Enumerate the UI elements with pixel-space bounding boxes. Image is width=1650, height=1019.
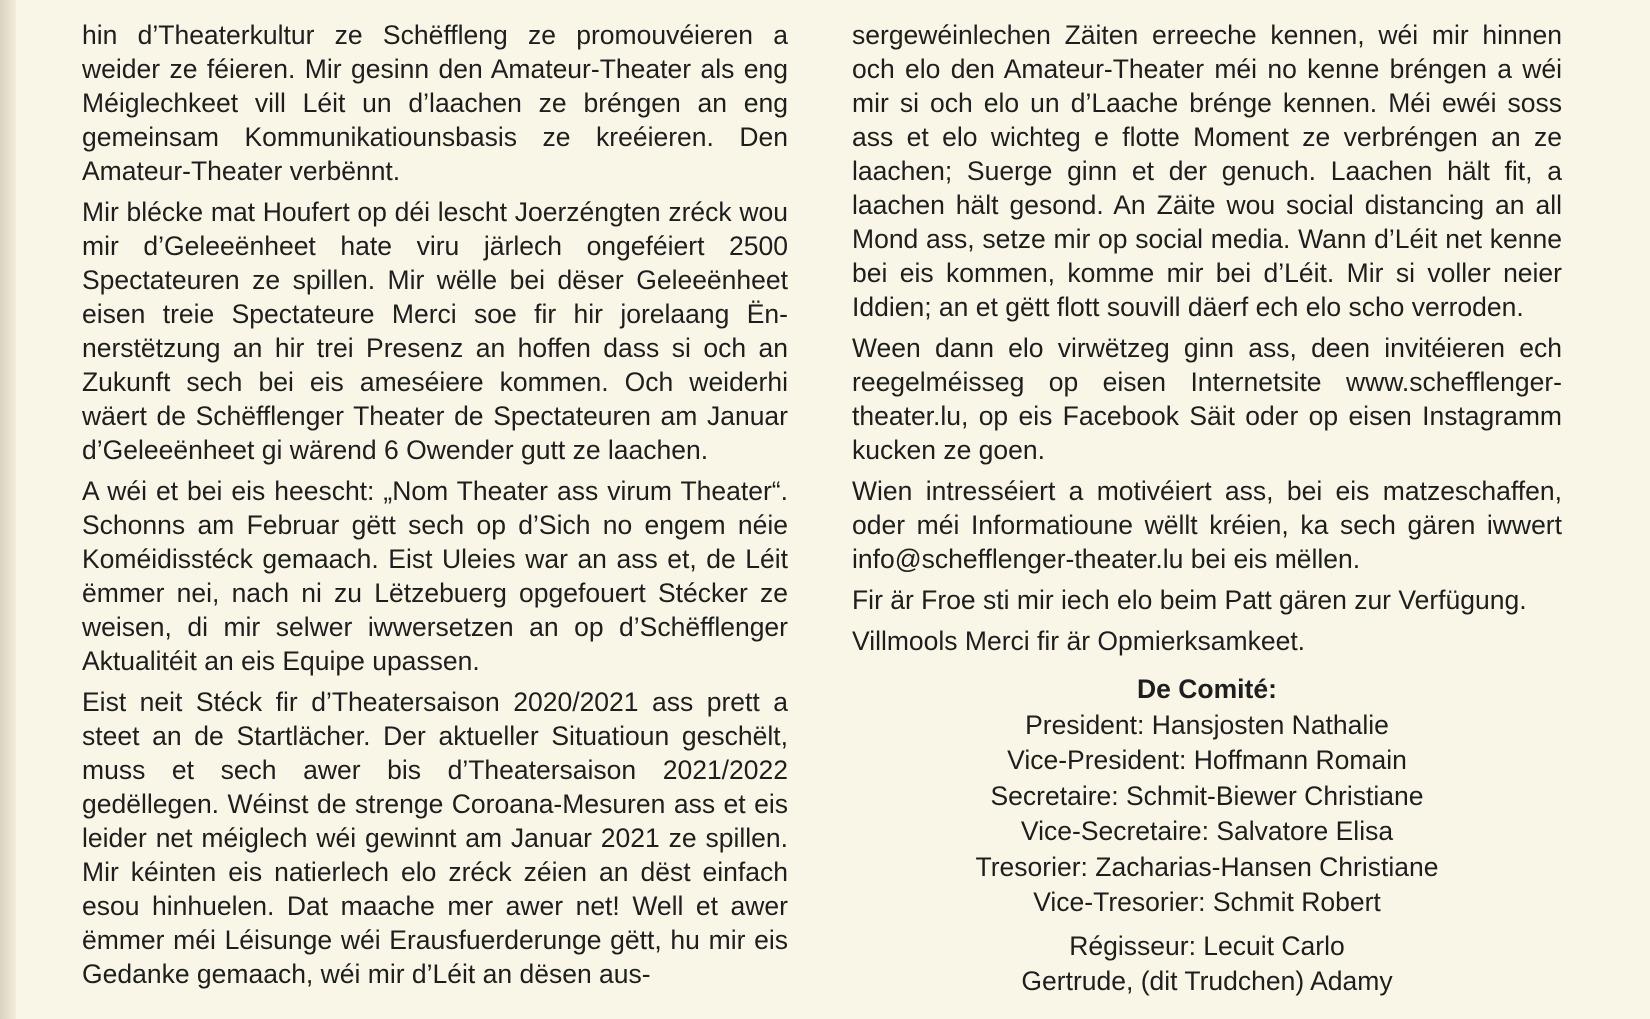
comite-member: Secretaire: Schmit-Biewer Christiane	[990, 780, 1424, 811]
paragraph: Eist neit Stéck fir d’Theatersaison 2020/2021 ass prett a steet an de Startlächer. Der aktueller Situatioun geschëlt, muss et sech awer bis d’Theatersaison 2021/2022 gedëllegen. Wéinst de strenge Coroana-Mesuren ass et eis leider net méiglech wéi gewinnt am Januar 2021 ze spillen. Mir kéinten eis natierlech elo zréck zéien an dëst einfach esou hinhuelen. Dat maache mer awer net! Well et awer ëmmer méi Léisunge wéi Erausfuerderunge gëtt, hu mir eis Gedanke gemaach, wéi mir d’Léit an dësen aus-	[82, 687, 788, 989]
paragraph: Ween dann elo virwëtzeg ginn ass, deen invitéieren ech reegelméisseg op eisen Internetsite www.schefflenger-theater.lu, op eis Facebook Säit oder op eisen Instagramm kucken ze goen.	[852, 333, 1562, 465]
comite-member: President: Hansjosten Nathalie	[1025, 709, 1389, 740]
comite-block	[852, 672, 1562, 1000]
paragraph: hin d’Theaterkultur ze Schëffleng ze promouvéieren a weider ze féieren. Mir gesinn den Amateur-Theater als eng Méiglechkeet vill Léit un d’laachen ze bréngen an eng gemeinsam Kommunikatiounsbasis ze kreéieren. Den Amateur-Theater verbënnt.	[82, 20, 788, 186]
regisseur-line: Gertrude, (dit Trudchen) Adamy	[1021, 966, 1393, 996]
paragraph: sergewéinlechen Zäiten erreeche kennen, wéi mir hinnen och elo den Amateur-Theater méi no kenne bréngen a wéi mir si och elo un d’Laache brénge kennen. Méi ewéi soss ass et elo wichteg e flotte Moment ze verbréngen an ze laachen; Suerge ginn et der genuch. Laachen hält fit, a laachen hält gesond. An Zäite wou social distancing an all Mond ass, setze mir op social media. Wann d’Léit net kenne bei eis kommen, komme mir bei d’Léit. Mir si voller neier Iddien; an et gëtt flott souvill däerf ech elo scho verroden.	[852, 20, 1562, 322]
comite-member: Tresorier: Zacharias-Hansen Christiane	[975, 851, 1439, 882]
comite-member: Vice-Tresorier: Schmit Robert	[1033, 887, 1381, 917]
paragraph: Mir blécke mat Houfert op déi lescht Joerzéngten zréck wou mir d’Geleeënheet hate viru järlech ongeféiert 2500 Spectateuren ze spillen. Mir wëlle bei dëser Geleeënheet eisen treie Spectateure Merci soe fir hir jorelaang Ënnerstëtzung an hir trei Presenz an hoffen dass si och an Zukunft sech bei eis ameséiere kommen. Och weiderhi wäert de Schëfflenger Theater de Spectateuren am Januar d’Geleeënheet gi wärend 6 Owender gutt ze laachen.	[82, 197, 788, 465]
comite-member: Vice-Secretaire: Salvatore Elisa	[1020, 816, 1394, 846]
paragraph: Wien intresséiert a motivéiert ass, bei eis matzeschaffen, oder méi Informatioune wëllt kréien, ka sech gären iwwert info@schefflenger-theater.lu bei eis mëllen.	[852, 476, 1562, 574]
paragraph: Villmools Merci fir är Opmierksamkeet.	[852, 626, 1306, 656]
comite-member: Vice-President: Hoffmann Romain	[1007, 745, 1407, 775]
regisseur-line: Régisseur: Lecuit Carlo	[1069, 930, 1345, 961]
left-column	[82, 18, 788, 998]
paragraph: Fir är Froe sti mir iech elo beim Patt gären zur Verfügung.	[852, 585, 1527, 615]
right-column	[852, 18, 1562, 1000]
paragraph: A wéi et bei eis heescht: „Nom Theater ass virum Theater“. Schonns am Februar gëtt sech op d’Sich no engem néie Koméidisstéck gemaach. Eist Uleies war an ass et, de Léit ëmmer nei, nach ni zu Lëtzebuerg opgefouert Stécker ze weisen, di mir selwer iwwersetzen an op d’Schëfflenger Aktualitéit an eis Equipe upassen.	[82, 476, 788, 676]
page-spine-shadow	[0, 0, 16, 1019]
spacer	[852, 921, 1562, 929]
comite-heading: De Comité:	[1137, 674, 1277, 704]
